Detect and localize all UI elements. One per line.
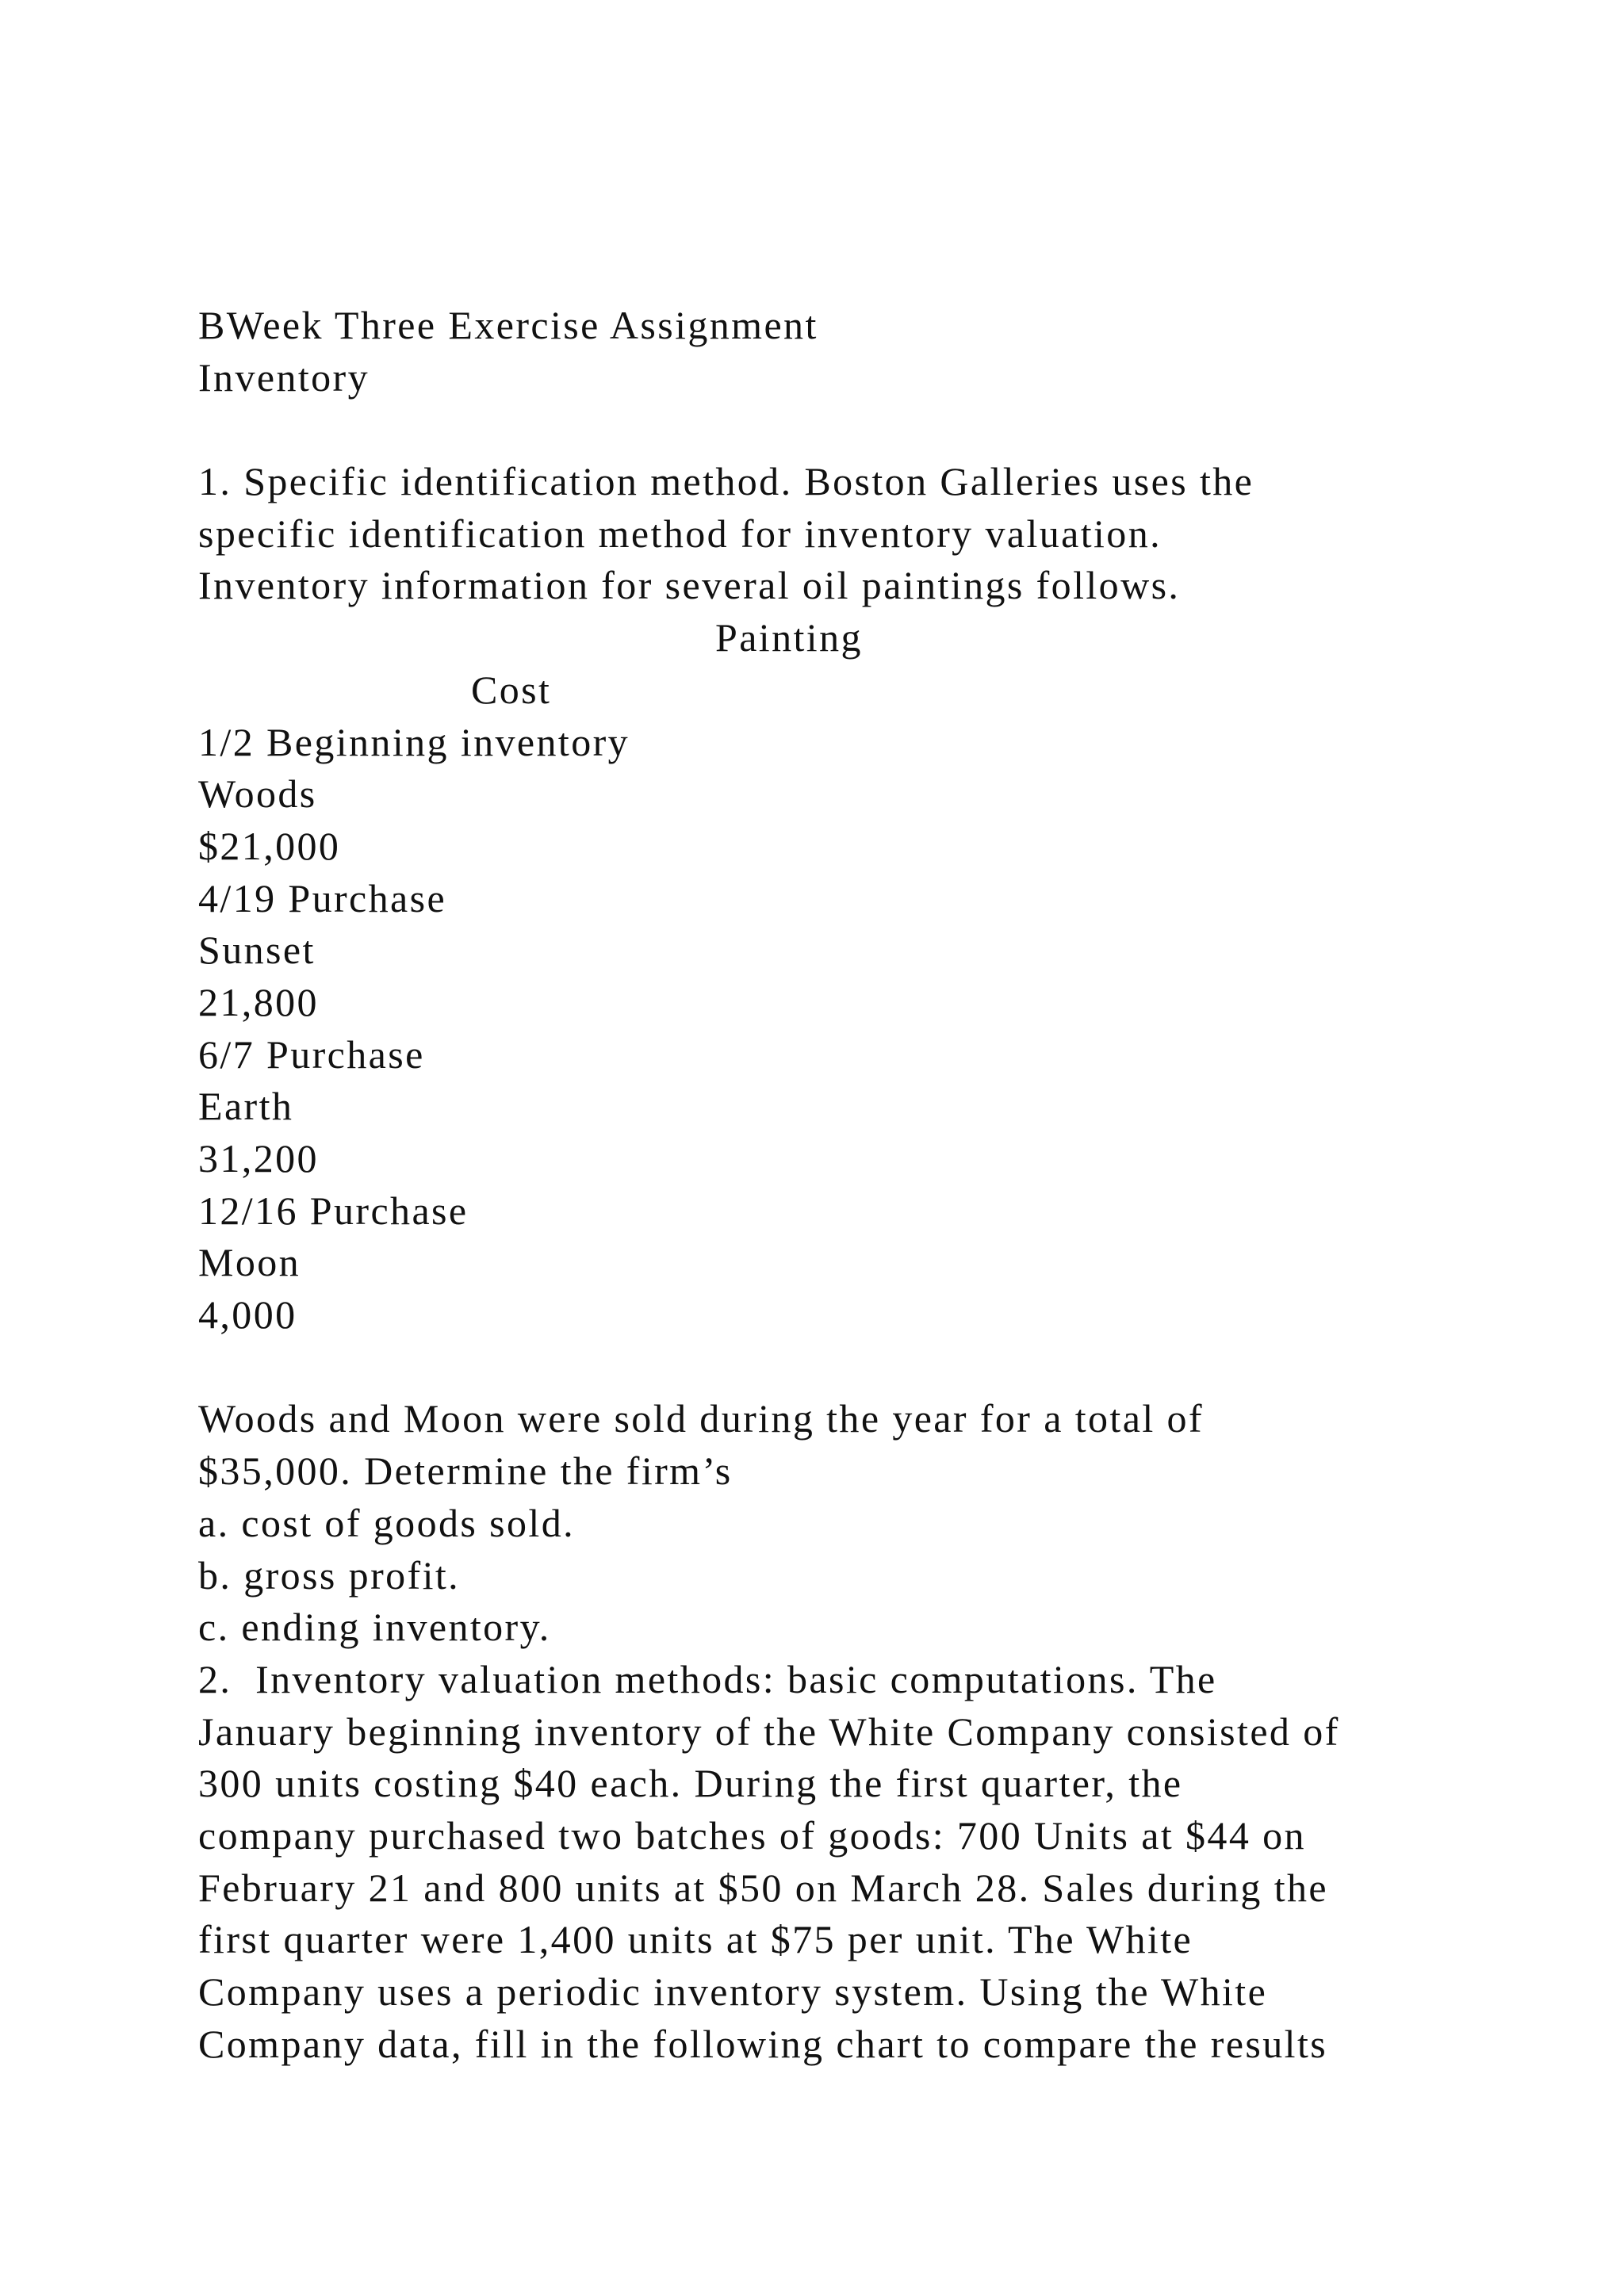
table-row: 4/19 Purchase — [198, 875, 447, 920]
table-row: 1/2 Beginning inventory — [198, 719, 630, 764]
document-title: BWeek Three Exercise Assignment — [198, 303, 818, 347]
q2-line: company purchased two batches of goods: 700 Units at $44 on — [198, 1812, 1306, 1858]
q2-line: February 21 and 800 units at $50 on March 28. Sales during the — [198, 1865, 1328, 1910]
q2-line: first quarter were 1,400 units at $75 per unit. The White — [198, 1917, 1193, 1962]
q1-intro-line: Inventory information for several oil paintings follows. — [198, 563, 1181, 608]
q2-line: January beginning inventory of the White Company consisted of — [198, 1709, 1340, 1754]
table-row: Moon — [198, 1240, 301, 1285]
table-row: Woods — [198, 771, 317, 817]
spacer — [198, 1341, 1467, 1394]
table-header-painting: Painting — [715, 615, 863, 660]
table-row: Earth — [198, 1084, 294, 1129]
document-subtitle: Inventory — [198, 354, 370, 400]
q1-intro-line: 1. Specific identification method. Boston Galleries uses the — [198, 459, 1254, 504]
q2-line: 300 units costing $40 each. During the first quarter, the — [198, 1761, 1183, 1806]
table-row: 31,200 — [198, 1136, 319, 1181]
table-header-cost: Cost — [471, 667, 552, 712]
document-body — [198, 300, 1467, 2070]
table-row: $21,000 — [198, 823, 341, 868]
q1-question-line: Woods and Moon were sold during the year for a total of — [198, 1396, 1204, 1441]
spacer — [198, 404, 1467, 456]
q1-question-line: a. cost of goods sold. — [198, 1500, 575, 1545]
q1-intro-line: specific identification method for inventory valuation. — [198, 511, 1162, 556]
q1-question-line: c. ending inventory. — [198, 1605, 551, 1650]
q1-question-line: b. gross profit. — [198, 1552, 461, 1598]
q2-line: Company uses a periodic inventory system. Using the White — [198, 1969, 1268, 2014]
table-row: Sunset — [198, 928, 316, 973]
table-row: 12/16 Purchase — [198, 1188, 469, 1233]
q2-line: Company data, fill in the following chart to compare the results — [198, 2021, 1328, 2066]
q1-question-line: $35,000. Determine the firm’s — [198, 1448, 733, 1494]
table-row: 21,800 — [198, 979, 319, 1024]
q2-line: 2. Inventory valuation methods: basic computations. The — [198, 1656, 1217, 1701]
table-row: 4,000 — [198, 1292, 297, 1337]
table-row: 6/7 Purchase — [198, 1031, 425, 1077]
